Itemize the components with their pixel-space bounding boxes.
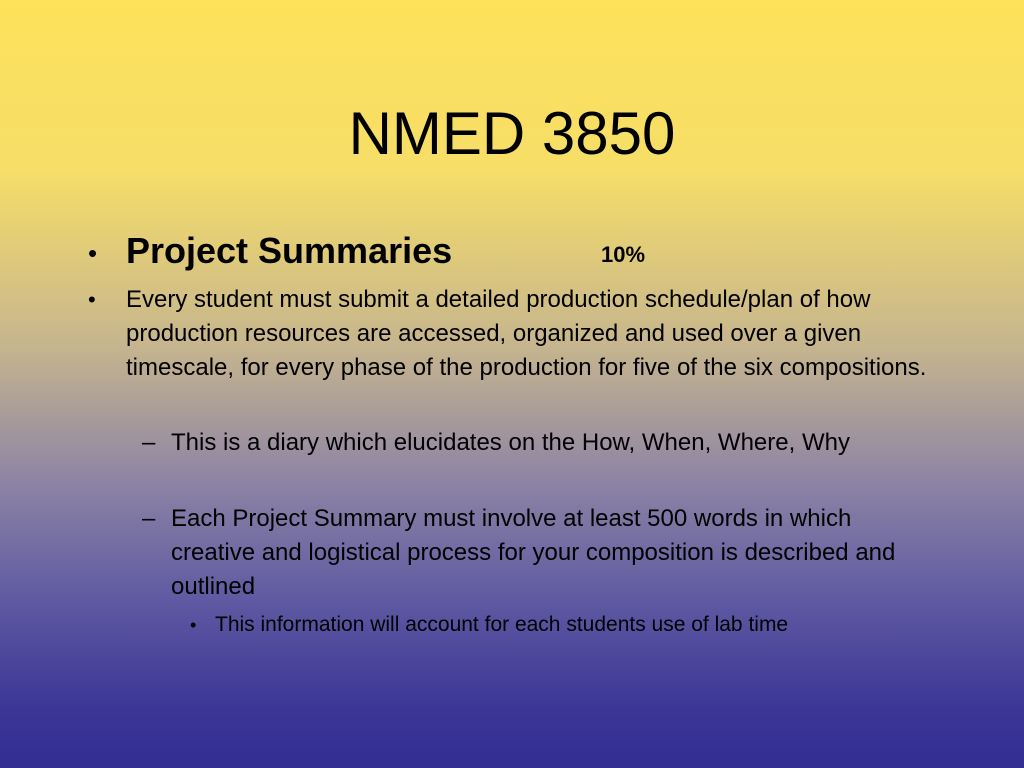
dash-marker: – — [142, 429, 156, 456]
sub-bullet-diary — [142, 426, 942, 460]
bullet-marker: • — [190, 615, 197, 635]
sub-bullet-text: Each Project Summary must involve at least 500 words in which creative and logistical process for your composition is described and outlined — [171, 505, 896, 600]
bullet-heading-label: Project Summaries — [126, 230, 453, 271]
bullet-marker: • — [88, 287, 96, 312]
sub-sub-bullet-lab-time — [190, 610, 980, 640]
bullet-item-requirement — [88, 283, 948, 385]
sub-sub-bullet-text: This information will account for each students use of lab time — [215, 613, 789, 636]
dash-marker: – — [142, 505, 156, 532]
slide-title: NMED 3850 — [348, 100, 676, 167]
bullet-item-project-summaries — [88, 229, 948, 273]
sub-bullet-text: This is a diary which elucidates on the How, When, Where, Why — [171, 429, 850, 456]
bullet-text: Every student must submit a detailed production schedule/plan of how production resources are accessed, organized and used over a given timescale, for every phase of the production for five of the six compositions. — [126, 286, 927, 381]
bullet-marker: • — [88, 238, 98, 268]
weight-percent: 10% — [601, 242, 646, 267]
sub-bullet-word-count — [142, 502, 942, 604]
